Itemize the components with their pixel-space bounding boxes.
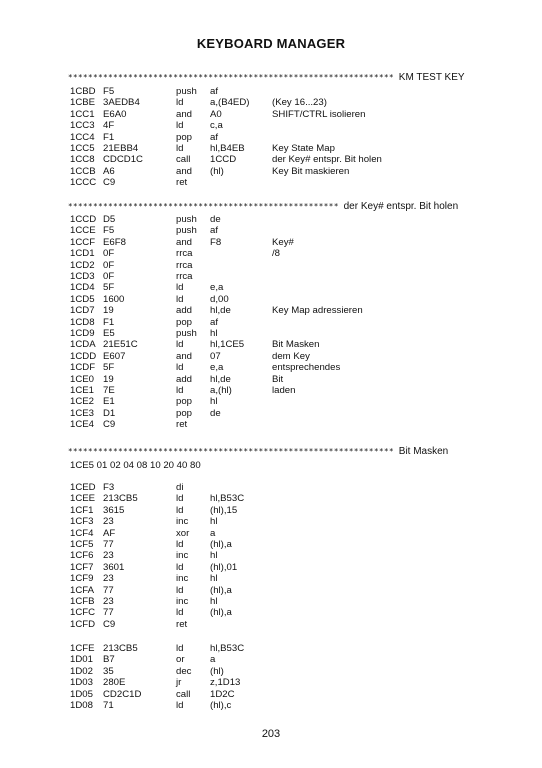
hex-bytes: 7E (103, 385, 115, 396)
hex-bytes: F3 (103, 482, 115, 493)
address: 1CE2 (70, 396, 94, 408)
mnemonic: pop (176, 131, 193, 143)
operand: (hl),a (210, 539, 232, 550)
hex-bytes: 213CB5 (103, 493, 138, 505)
operand: hl (210, 596, 218, 607)
mnemonic: call (176, 688, 191, 700)
operand: (hl),a (210, 607, 232, 619)
mnemonic: ld (176, 643, 184, 654)
mnemonic: pop (176, 407, 193, 419)
hex-bytes: 1600 (103, 293, 125, 305)
mnemonic: ld (176, 584, 184, 596)
hex-bytes: 213CB5 (103, 643, 138, 654)
mnemonic: di (176, 482, 184, 493)
separator-label: KM TEST KEY (398, 72, 465, 83)
mnemonic: and (176, 108, 193, 120)
hex-bytes: 77 (103, 607, 114, 619)
hex-bytes: E5 (103, 328, 115, 339)
operand: af (210, 86, 219, 97)
address: 1D02 (70, 665, 93, 677)
operand: (hl),a (210, 584, 232, 596)
address: 1CEE (70, 493, 96, 505)
comment: SHIFT/CTRL isolieren (272, 108, 366, 120)
mnemonic: rrca (176, 248, 193, 260)
hex-bytes: F5 (103, 86, 115, 97)
address: 1CD4 (70, 282, 95, 294)
hex-bytes: 4F (103, 120, 115, 132)
operand: a,(B4ED) (210, 97, 250, 109)
mnemonic: pop (176, 316, 193, 328)
hex-bytes: B7 (103, 654, 115, 666)
operand: c,a (210, 120, 223, 132)
operand: (hl) (210, 665, 224, 677)
address: 1CC8 (70, 154, 95, 166)
hex-bytes: 21EBB4 (103, 143, 139, 154)
hex-bytes: D5 (103, 214, 116, 225)
hex-bytes: CD2C1D (103, 688, 142, 700)
mnemonic: ld (176, 97, 184, 109)
address: 1CED (70, 482, 96, 493)
mnemonic: ld (176, 607, 184, 619)
bit-mask-bytes: 1CE5 01 02 04 08 10 20 40 80 (70, 460, 201, 471)
mnemonic: ret (176, 177, 188, 189)
operand: de (210, 407, 221, 419)
hex-bytes: 23 (103, 516, 114, 528)
mnemonic: ld (176, 339, 184, 351)
hex-bytes: E607 (103, 350, 126, 362)
address: 1CD2 (70, 259, 95, 271)
address: 1CFC (70, 607, 96, 619)
operand: e,a (210, 282, 224, 294)
hex-bytes: 280E (103, 677, 126, 689)
mnemonic: rrca (176, 259, 193, 271)
address: 1CCF (70, 236, 96, 248)
address: 1CF5 (70, 539, 94, 550)
operand: hl (210, 573, 218, 585)
hex-bytes: 3615 (103, 504, 125, 516)
hex-bytes: 23 (103, 573, 114, 585)
comment: (Key 16...23) (272, 97, 327, 109)
mnemonic: inc (176, 573, 189, 585)
address: 1CBD (70, 86, 96, 97)
mnemonic: add (176, 373, 193, 385)
mnemonic: ld (176, 504, 184, 516)
operand: af (210, 316, 219, 328)
operand: af (210, 131, 219, 143)
mnemonic: ret (176, 618, 188, 630)
hex-bytes: 35 (103, 665, 114, 677)
hex-bytes: 77 (103, 539, 114, 550)
address: 1D01 (70, 654, 93, 666)
operand: a,(hl) (210, 385, 232, 396)
comment: entsprechendes (272, 362, 341, 374)
operand: hl,B53C (210, 643, 245, 654)
address: 1CC1 (70, 108, 95, 120)
address: 1CD7 (70, 305, 95, 317)
operand: d,00 (210, 293, 229, 305)
comment: Key# (272, 236, 294, 248)
operand: hl,de (210, 373, 231, 385)
hex-bytes: 77 (103, 584, 114, 596)
comment: der Key# entspr. Bit holen (272, 154, 382, 166)
comment: dem Key (272, 350, 310, 362)
mnemonic: dec (176, 665, 192, 677)
hex-bytes: 19 (103, 373, 114, 385)
operand: hl (210, 328, 218, 339)
address: 1CFE (70, 643, 95, 654)
mnemonic: ld (176, 700, 184, 711)
separator-label: der Key# entspr. Bit holen (343, 201, 459, 212)
hex-bytes: F1 (103, 131, 115, 143)
address: 1CF3 (70, 516, 94, 528)
operand: hl,B53C (210, 493, 245, 505)
hex-bytes: 21E51C (103, 339, 138, 351)
hex-bytes: 5F (103, 282, 115, 294)
address: 1CBE (70, 97, 96, 109)
address: 1CD9 (70, 328, 95, 339)
mnemonic: ld (176, 561, 184, 573)
mnemonic: ld (176, 362, 184, 374)
operand: e,a (210, 362, 224, 374)
address: 1CF1 (70, 504, 94, 516)
address: 1D03 (70, 677, 93, 689)
hex-bytes: F1 (103, 316, 115, 328)
operand: a (210, 527, 216, 539)
operand: F8 (210, 236, 222, 248)
address: 1CF9 (70, 573, 94, 585)
address: 1CCE (70, 225, 96, 237)
hex-bytes: 3AEDB4 (103, 97, 140, 109)
hex-bytes: E1 (103, 396, 115, 408)
mnemonic: jr (176, 677, 182, 689)
hex-bytes: 3601 (103, 561, 125, 573)
hex-bytes: 0F (103, 248, 115, 260)
mnemonic: ld (176, 143, 184, 154)
mnemonic: inc (176, 550, 189, 562)
operand: 1CCD (210, 154, 237, 166)
mnemonic: ret (176, 419, 188, 431)
hex-bytes: 71 (103, 700, 114, 711)
star-rule: ***************************************************************** (68, 73, 394, 82)
comment: Key State Map (272, 143, 335, 154)
star-rule: ***************************************************************** (68, 447, 394, 456)
address: 1CE4 (70, 419, 94, 431)
address: 1CE1 (70, 385, 94, 396)
address: 1CF6 (70, 550, 94, 562)
page-title: KEYBOARD MANAGER (196, 36, 346, 51)
address: 1CDF (70, 362, 96, 374)
address: 1CD5 (70, 293, 95, 305)
mnemonic: call (176, 154, 191, 166)
mnemonic: rrca (176, 271, 193, 282)
hex-bytes: A6 (103, 165, 115, 177)
address: 1CCC (70, 177, 97, 189)
operand: (hl),15 (210, 504, 238, 516)
address: 1D08 (70, 700, 93, 711)
mnemonic: ld (176, 293, 184, 305)
operand: hl (210, 396, 218, 408)
operand: hl (210, 550, 218, 562)
operand: hl,B4EB (210, 143, 245, 154)
hex-bytes: CDCD1C (103, 154, 143, 166)
hex-bytes: 23 (103, 550, 114, 562)
operand: hl,1CE5 (210, 339, 245, 351)
address: 1CCD (70, 214, 97, 225)
address: 1CDD (70, 350, 97, 362)
address: 1D05 (70, 688, 93, 700)
mnemonic: xor (176, 527, 190, 539)
address: 1CE0 (70, 373, 94, 385)
mnemonic: ld (176, 120, 184, 132)
mnemonic: and (176, 350, 193, 362)
mnemonic: push (176, 225, 197, 237)
separator-label: Bit Masken (398, 446, 449, 457)
address: 1CC5 (70, 143, 95, 154)
mnemonic: inc (176, 516, 189, 528)
hex-bytes: 23 (103, 596, 114, 607)
mnemonic: push (176, 214, 197, 225)
address: 1CF4 (70, 527, 94, 539)
hex-bytes: 19 (103, 305, 114, 317)
mnemonic: push (176, 328, 197, 339)
address: 1CFA (70, 584, 94, 596)
hex-bytes: C9 (103, 177, 116, 189)
hex-bytes: E6F8 (103, 236, 126, 248)
mnemonic: add (176, 305, 193, 317)
mnemonic: ld (176, 493, 184, 505)
address: 1CC3 (70, 120, 95, 132)
operand: de (210, 214, 221, 225)
address: 1CFD (70, 618, 96, 630)
operand: A0 (210, 108, 222, 120)
address: 1CF7 (70, 561, 94, 573)
mnemonic: inc (176, 596, 189, 607)
address: 1CCB (70, 165, 96, 177)
comment: Bit (272, 373, 284, 385)
mnemonic: pop (176, 396, 193, 408)
comment: Key Map adressieren (272, 305, 363, 317)
hex-bytes: C9 (103, 419, 116, 431)
comment: Bit Masken (272, 339, 320, 351)
page-number: 203 (261, 728, 281, 740)
separator-bit-masken (68, 446, 448, 457)
address: 1CD1 (70, 248, 95, 260)
operand: af (210, 225, 219, 237)
address: 1CC4 (70, 131, 95, 143)
hex-bytes: 0F (103, 271, 115, 282)
comment: Key Bit maskieren (272, 165, 350, 177)
star-rule: ****************************************************** (68, 202, 339, 211)
hex-bytes: AF (103, 527, 116, 539)
address: 1CD8 (70, 316, 95, 328)
mnemonic: or (176, 654, 185, 666)
operand: (hl),c (210, 700, 232, 711)
mnemonic: and (176, 236, 193, 248)
hex-bytes: E6A0 (103, 108, 127, 120)
operand: 1D2C (210, 688, 235, 700)
comment: /8 (272, 248, 281, 260)
mnemonic: ld (176, 282, 184, 294)
operand: (hl) (210, 165, 224, 177)
hex-bytes: F5 (103, 225, 115, 237)
address: 1CD3 (70, 271, 95, 282)
mnemonic: and (176, 165, 193, 177)
hex-bytes: 5F (103, 362, 115, 374)
separator-key-bit (68, 201, 458, 212)
address: 1CE3 (70, 407, 94, 419)
comment: laden (272, 385, 296, 396)
hex-bytes: C9 (103, 618, 116, 630)
mnemonic: ld (176, 385, 184, 396)
separator-km-test-key (68, 72, 465, 83)
operand: hl,de (210, 305, 231, 317)
address: 1CDA (70, 339, 96, 351)
address: 1CFB (70, 596, 95, 607)
operand: a (210, 654, 216, 666)
operand: 07 (210, 350, 221, 362)
hex-bytes: D1 (103, 407, 116, 419)
operand: (hl),01 (210, 561, 238, 573)
mnemonic: ld (176, 539, 184, 550)
operand: z,1D13 (210, 677, 241, 689)
operand: hl (210, 516, 218, 528)
hex-bytes: 0F (103, 259, 115, 271)
mnemonic: push (176, 86, 197, 97)
